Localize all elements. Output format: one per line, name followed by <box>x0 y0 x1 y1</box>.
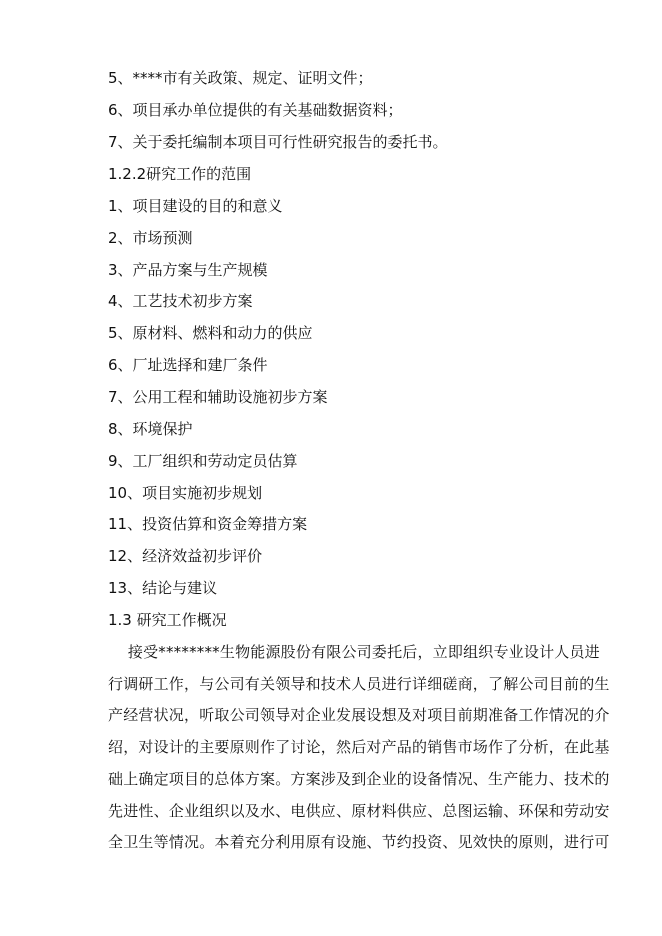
scope-item-5: 5、原材料、燃料和动力的供应 <box>108 324 313 342</box>
paragraph-line-2: 行调研工作，与公司有关领导和技术人员进行详细磋商，了解公司目前的生 <box>108 674 610 693</box>
reference-item-7: 7、关于委托编制本项目可行性研究报告的委托书。 <box>108 133 448 151</box>
scope-item-2: 2、市场预测 <box>108 229 193 247</box>
scope-item-8: 8、环境保护 <box>108 420 193 438</box>
reference-item-6: 6、项目承办单位提供的有关基础数据资料； <box>108 101 403 119</box>
paragraph-line-6: 先进性、企业组织以及水、电供应、原材料供应、总图运输、环保和劳动安 <box>108 801 610 820</box>
scope-item-10: 10、项目实施初步规划 <box>108 484 263 502</box>
reference-item-5: 5、****市有关政策、规定、证明文件； <box>108 69 373 87</box>
overview-paragraph <box>108 637 610 859</box>
scope-item-4: 4、工艺技术初步方案 <box>108 292 253 310</box>
scope-item-1: 1、项目建设的目的和意义 <box>108 197 283 215</box>
paragraph-line-7: 全卫生等情况。本着充分利用原有设施、节约投资、见效快的原则，进行可 <box>108 833 610 852</box>
section-title-1-3: 1.3 研究工作概况 <box>108 611 227 629</box>
paragraph-line-1: 接受********生物能源股份有限公司委托后，立即组织专业设计人员进 <box>108 643 600 661</box>
section-title-1-2-2: 1.2.2研究工作的范围 <box>108 165 252 183</box>
scope-item-7: 7、公用工程和辅助设施初步方案 <box>108 388 328 406</box>
scope-item-13: 13、结论与建议 <box>108 579 218 597</box>
scope-item-12: 12、经济效益初步评价 <box>108 547 263 565</box>
scope-item-11: 11、投资估算和资金筹措方案 <box>108 515 308 533</box>
paragraph-line-5: 础上确定项目的总体方案。方案涉及到企业的设备情况、生产能力、技术的 <box>108 769 610 788</box>
scope-item-9: 9、工厂组织和劳动定员估算 <box>108 452 298 470</box>
scope-item-3: 3、产品方案与生产规模 <box>108 261 268 279</box>
scope-item-6: 6、厂址选择和建厂条件 <box>108 356 268 374</box>
paragraph-line-3: 产经营状况，听取公司领导对企业发展设想及对项目前期准备工作情况的介 <box>108 706 610 725</box>
paragraph-line-4: 绍，对设计的主要原则作了讨论，然后对产品的销售市场作了分析，在此基 <box>108 738 610 757</box>
